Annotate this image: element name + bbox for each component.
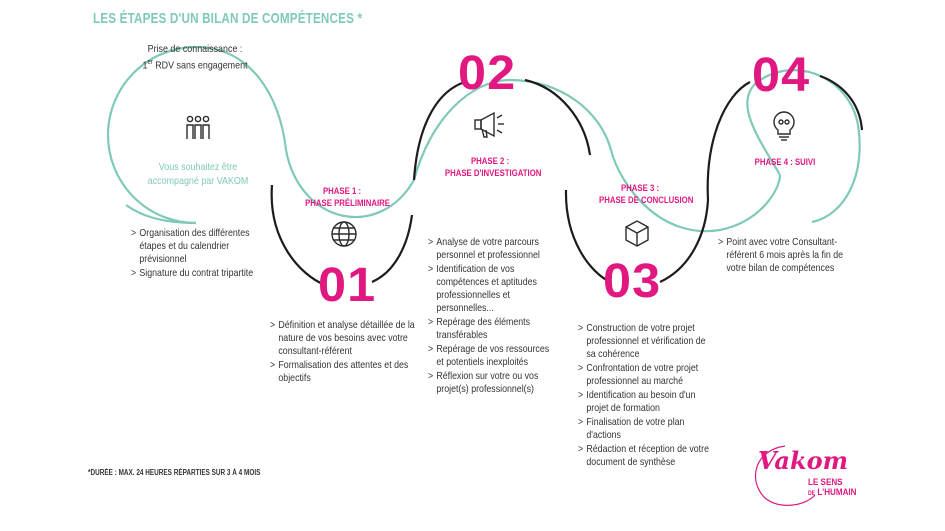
phase2-label: PHASE 2 : PHASE D'INVESTIGATION: [444, 156, 542, 179]
intro-header: [140, 42, 251, 73]
phase4-list: [718, 236, 852, 276]
list-item: > Identification de vos compétences et aptitudes professionnelles et personnelles...: [428, 263, 554, 315]
list-item: > Rédaction et réception de votre document de synthèse: [578, 443, 712, 469]
intro-teal-text: Vous souhaitez être accompagné par VAKOM: [147, 161, 249, 187]
globe-icon: [330, 220, 358, 248]
phase2-arc-right: [525, 80, 590, 155]
phase3-number: 03: [603, 255, 662, 308]
people-icon: [183, 115, 213, 141]
megaphone-icon: [472, 110, 508, 140]
list-item: > Point avec votre Consultant-référent 6 mois après la fin de votre bilan de compétences: [718, 236, 852, 275]
phase1-label: PHASE 1 : PHASE PRÉLIMINAIRE: [305, 186, 390, 209]
phase1-list: [270, 319, 421, 386]
lightbulb-icon: [770, 110, 798, 142]
phase3-list: [578, 322, 712, 470]
vakom-logo: Vakom: [758, 446, 848, 475]
list-item: > Formalisation des attentes et des objectifs: [270, 359, 421, 385]
logo-tagline: LE SENS DE L'HUMAIN: [808, 477, 857, 498]
list-item: > Finalisation de votre plan d'actions: [578, 416, 712, 442]
intro-line2: 1er RDV sans engagement: [142, 59, 248, 72]
phase1-number: 01: [318, 259, 377, 312]
list-item: > Analyse de votre parcours personnel et professionnel: [428, 236, 554, 262]
list-item: > Organisation des différentes étapes et du calendrier prévisionnel: [131, 227, 257, 266]
list-item: > Signature du contrat tripartite: [131, 267, 257, 280]
intro-list: [131, 227, 257, 281]
list-item: > Repérage des éléments transférables: [428, 316, 554, 342]
list-item: > Définition et analyse détaillée de la nature de vos besoins avec votre consultant-référent: [270, 319, 421, 358]
phase3-arc-right: [660, 200, 708, 282]
page-title: LES ÉTAPES D'UN BILAN DE COMPÉTENCES *: [93, 10, 363, 27]
phase4-number: 04: [752, 49, 811, 102]
list-item: > Réflexion sur votre ou vos projet(s) professionnel(s): [428, 370, 554, 396]
phase2-number: 02: [458, 47, 517, 100]
phase3-label: PHASE 3 : PHASE DE CONCLUSION: [599, 183, 694, 206]
list-item: > Confrontation de votre projet professionnel au marché: [578, 362, 712, 388]
phase4-arc-left: [708, 82, 750, 200]
phase4-arc-right: [820, 76, 862, 130]
cube-icon: [623, 218, 651, 248]
phase2-list: [428, 236, 554, 397]
phase1-arc-right: [372, 215, 412, 282]
footnote: *DURÉE : MAX. 24 HEURES RÉPARTIES SUR 3 À 4 MOIS: [88, 468, 261, 477]
list-item: > Identification au besoin d'un projet de formation: [578, 389, 712, 415]
list-item: > Repérage de vos ressources et potentiels inexploités: [428, 343, 554, 369]
intro-line1: Prise de connaissance :: [147, 43, 243, 55]
intro-arc-bottom: [126, 205, 196, 223]
phase4-label: PHASE 4 : SUIVI: [754, 157, 816, 168]
list-item: > Construction de votre projet professionnel et vérification de sa cohérence: [578, 322, 712, 361]
